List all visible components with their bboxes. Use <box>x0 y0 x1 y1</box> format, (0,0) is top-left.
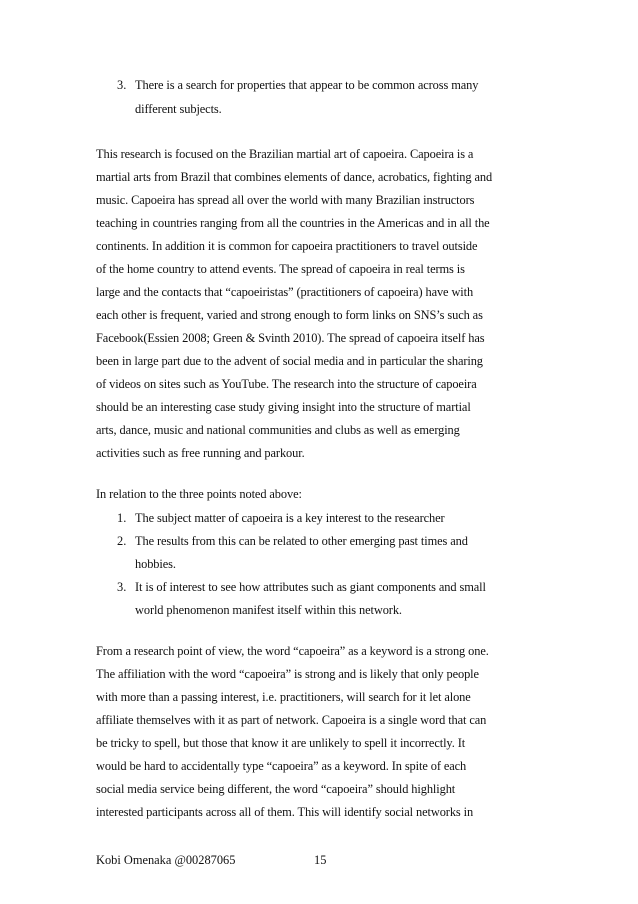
text-line: affiliate themselves with it as part of network. Capoeira is a single word that can <box>96 713 487 727</box>
text-line: world phenomenon manifest itself within this network. <box>135 603 402 617</box>
list-number: 3. <box>117 580 127 594</box>
text-line: From a research point of view, the word “capoeira” as a keyword is a strong one. <box>96 644 489 658</box>
text-line: There is a search for properties that appear to be common across many <box>135 78 479 92</box>
text-line: each other is frequent, varied and strong enough to form links on SNS’s such as <box>96 308 483 322</box>
text-line: of videos on sites such as YouTube. The research into the structure of capoeira <box>96 377 477 391</box>
text-line: interested participants across all of them. This will identify social networks in <box>96 805 474 819</box>
text-line: It is of interest to see how attributes such as giant components and small <box>135 580 486 594</box>
text-line: teaching in countries ranging from all the countries in the Americas and in all the <box>96 216 490 230</box>
text-line: be tricky to spell, but those that know it are unlikely to spell it incorrectly. It <box>96 736 466 750</box>
text-line: would be hard to accidentally type “capoeira” as a keyword. In spite of each <box>96 759 467 773</box>
text-line: The affiliation with the word “capoeira” is strong and is likely that only people <box>96 667 479 681</box>
text-line: been in large part due to the advent of social media and in particular the sharing <box>96 354 483 368</box>
text-line: hobbies. <box>135 557 176 571</box>
text-line: Facebook(Essien 2008; Green & Svinth 2010). The spread of capoeira itself has <box>96 331 485 345</box>
text-line: large and the contacts that “capoeiristas” (practitioners of capoeira) have with <box>96 285 474 299</box>
list-number: 1. <box>117 511 127 525</box>
list-number: 3. <box>117 78 127 92</box>
text-line: martial arts from Brazil that combines elements of dance, acrobatics, fighting and <box>96 170 493 184</box>
footer-author: Kobi Omenaka @00287065 <box>96 853 236 867</box>
text-line: activities such as free running and parkour. <box>96 446 305 460</box>
text-line: of the home country to attend events. The spread of capoeira in real terms is <box>96 262 465 276</box>
text-line: social media service being different, the word “capoeira” should highlight <box>96 782 456 796</box>
text-line: continents. In addition it is common for capoeira practitioners to travel outside <box>96 239 478 253</box>
text-line: arts, dance, music and national communities and clubs as well as emerging <box>96 423 460 437</box>
text-line: This research is focused on the Brazilian martial art of capoeira. Capoeira is a <box>96 147 474 161</box>
text-line: with more than a passing interest, i.e. practitioners, will search for it let alone <box>96 690 471 704</box>
section-heading: In relation to the three points noted above: <box>96 487 302 501</box>
list-number: 2. <box>117 534 127 548</box>
text-line: different subjects. <box>135 102 222 116</box>
page-number: 15 <box>314 853 327 867</box>
text-line: should be an interesting case study giving insight into the structure of martial <box>96 400 471 414</box>
text-line: music. Capoeira has spread all over the world with many Brazilian instructors <box>96 193 475 207</box>
text-line: The subject matter of capoeira is a key interest to the researcher <box>135 511 445 525</box>
text-line: The results from this can be related to other emerging past times and <box>135 534 468 548</box>
